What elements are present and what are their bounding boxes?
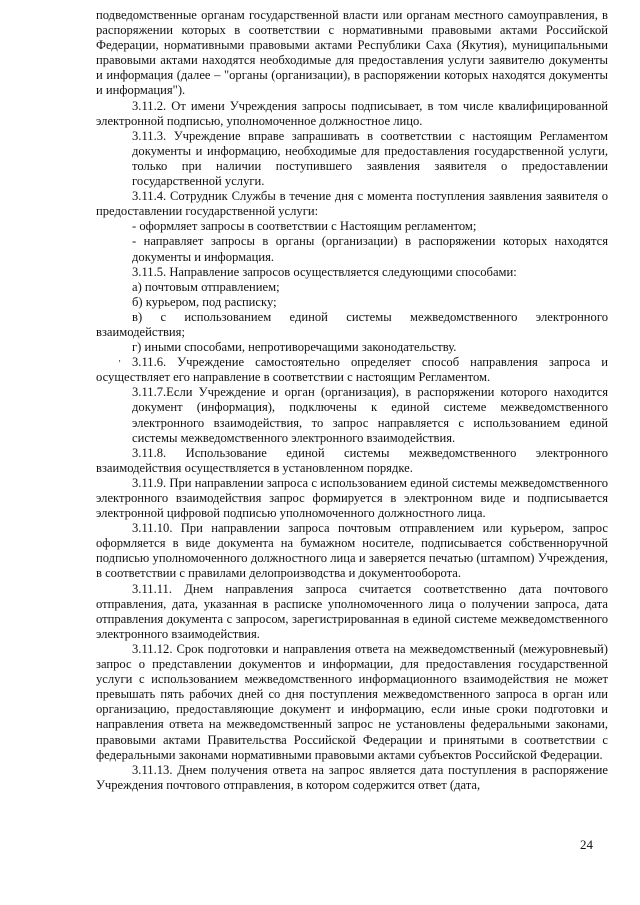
paragraph-3-11-3: 3.11.3. Учреждение вправе запрашивать в соответствии с настоящим Регламентом документы и информацию, необходимые для предоставления государственной услуги, только при наличии поступившего заявления заявителя о предоставлении государственной услуги. [132,128,608,189]
paragraph-3-11-6: 3.11.6. Учреждение самостоятельно определяет способ направления запроса и осуществляет его направление в соответствии с настоящим Регламентом. [96,355,608,385]
paragraph-3-11-2: 3.11.2. От имени Учреждения запросы подписывает, в том числе квалифицированной электронной подписью, уполномоченное должностное лицо. [96,98,608,128]
list-item-send-requests: - направляет запросы в органы (организации) в распоряжении которых находятся документы и информация. [132,234,608,264]
list-item-g-other: г) иными способами, непротиворечащими законодательству. [132,340,457,355]
paragraph-3-11-12: 3.11.12. Срок подготовки и направления ответа на межведомственный (межуровневый) запрос о представлении документов и информации, для предоставления государственной услуги с использованием межведомственного информационного взаимодействия не может превышать пять рабочих дней со дня поступления межведомственного запроса в орган или организацию, предоставляющие документ и информацию, если иные сроки подготовки и направления ответа на межведомственный запрос не установлены федеральными законами, правовыми актами Правительства Российской Федерации и принятыми в соответствии с федеральными законами нормативными правовыми актами субъектов Российской Федерации. [96,641,608,762]
paragraph-3-11-10: 3.11.10. При направлении запроса почтовым отправлением или курьером, запрос оформляется в виде документа на бумажном носителе, подписывается собственноручной подписью уполномоченного должностного лица и заверяется печатью (штампом) Учреждения, в соответствии с правилами делопроизводства и документооборота. [96,521,608,581]
paragraph-3-11-5: 3.11.5. Направление запросов осуществляется следующими способами: [132,264,517,279]
paragraph-3-11-11: 3.11.11. Днем направления запроса считается соответственно дата почтового отправления, дата, указанная в расписке уполномоченного лица о получении запроса, дата отправления документа с запросом, зарегистрированная в единой системе межведомственного электронного взаимодействия. [96,581,608,641]
paragraph-continuation: подведомственные органам государственной власти или органам местного самоуправления, в распоряжении которых в соответствии с нормативными правовыми актами Российской Федерации, нормативными правовыми актами Республики Саха (Якутия), муниципальными правовыми актами находятся необходимые для предоставления услуги заявителю документы и информация (далее – "органы (организации), в распоряжении которых находятся документы и информация"). [96,8,608,98]
paragraph-3-11-4: 3.11.4. Сотрудник Службы в течение дня с момента поступления заявления заявителя о предоставлении государственной услуги: [96,189,608,219]
list-item-v-electronic: в) с использованием единой системы межведомственного электронного взаимодействия; [96,309,608,339]
paragraph-3-11-13: 3.11.13. Днем получения ответа на запрос является дата поступления в распоряжение Учреждения почтового отправления, в котором содержится ответ (дата, [96,762,608,792]
list-item-prepare-requests: - оформляет запросы в соответствии с Настоящим регламентом; [132,219,477,234]
paragraph-3-11-7: 3.11.7.Если Учреждение и орган (организация), в распоряжении которого находится документ (информация), подключены к единой системе межведомственного электронного взаимодействия, то запрос направляется с использованием единой системы межведомственного электронного взаимодействия. [132,385,608,445]
page-number: 24 [580,837,593,852]
list-item-a-post: а) почтовым отправлением; [132,279,280,294]
list-item-b-courier: б) курьером, под расписку; [132,294,277,309]
document-body [96,8,608,793]
paragraph-3-11-8: 3.11.8. Использование единой системы межведомственного электронного взаимодействия осуществляется в установленном порядке. [96,445,608,475]
paragraph-3-11-9: 3.11.9. При направлении запроса с использованием единой системы межведомственного электронного взаимодействия запрос формируется в электронном виде и подписывается электронной цифровой подписью уполномоченного должностного лица. [96,475,608,521]
margin-mark: ‚ [118,353,121,363]
